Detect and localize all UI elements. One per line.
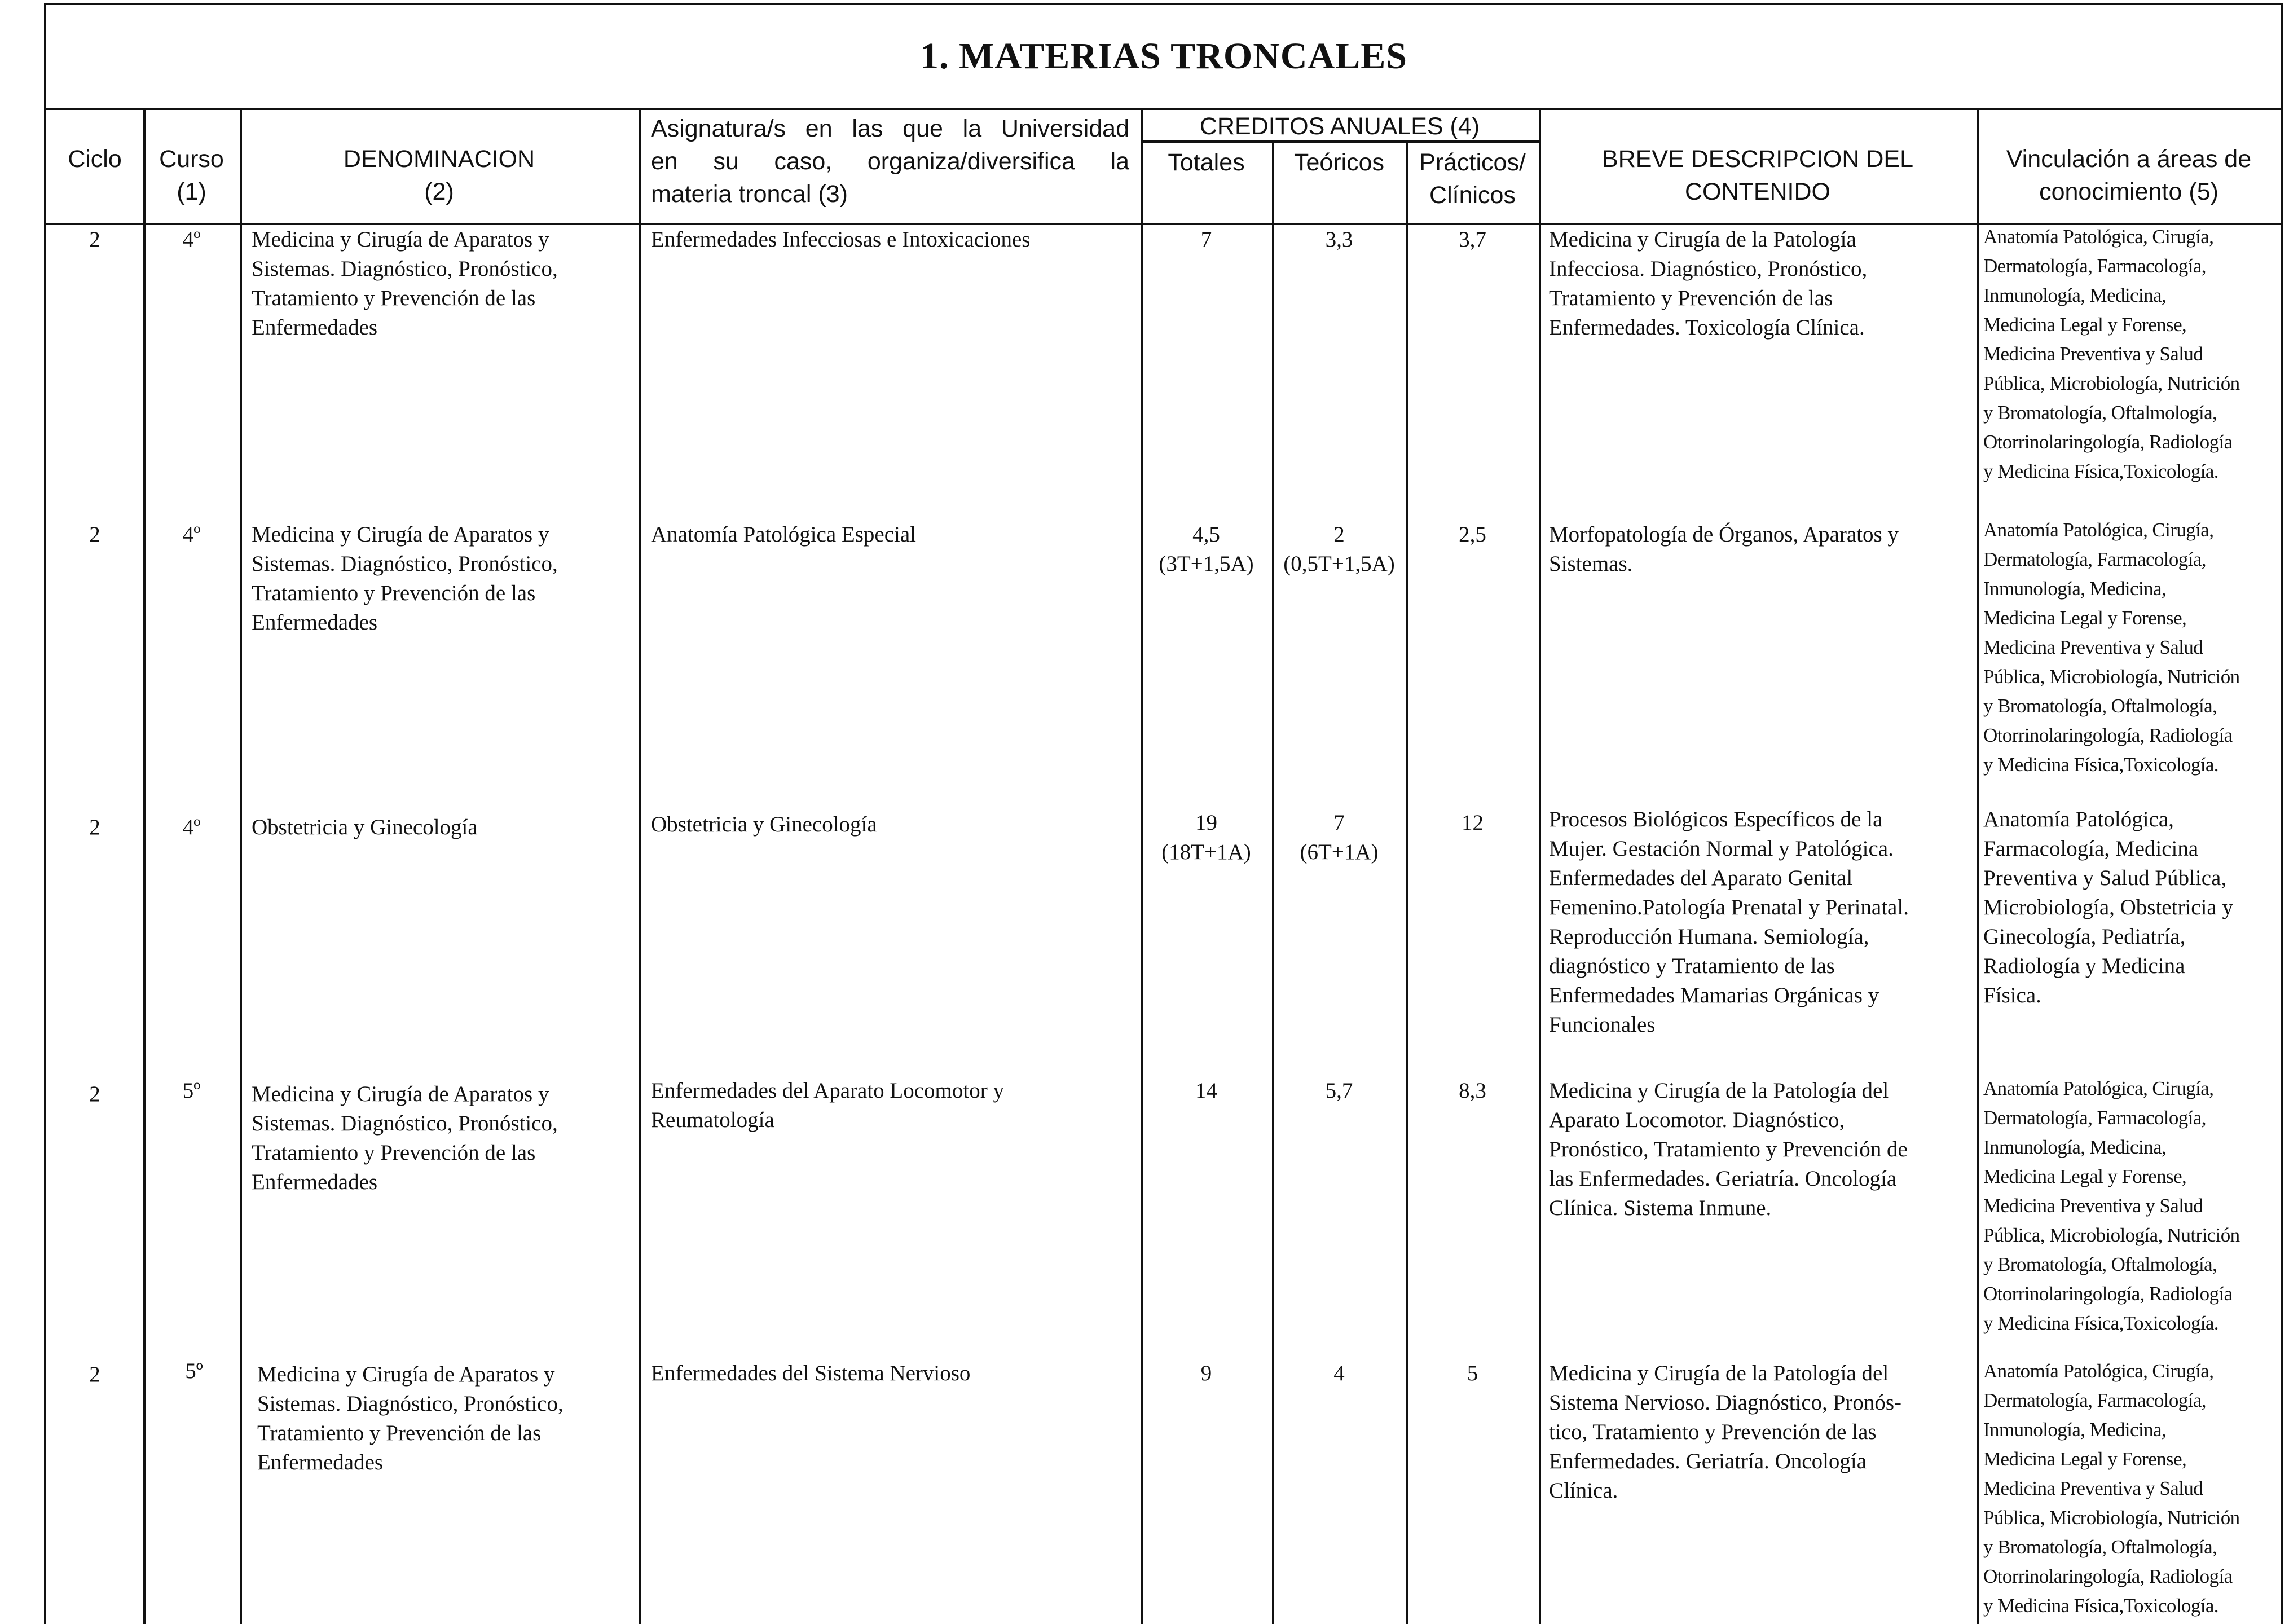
text-line: Infecciosa. Diagnóstico, Pronóstico, xyxy=(1549,257,1868,281)
row-curso: 5º xyxy=(182,1079,201,1103)
row-asignatura xyxy=(651,810,1136,839)
text-line: Ginecología, Pediatría, xyxy=(1983,925,2186,949)
divider xyxy=(1141,140,1539,143)
text-line: 9 xyxy=(1200,1361,1212,1385)
text-line: Sistema Nervioso. Diagnóstico, Pronós- xyxy=(1549,1390,1902,1415)
row-totales xyxy=(1141,225,1272,254)
text-line: y Bromatología, Oftalmología, xyxy=(1983,1253,2217,1275)
header-descripcion-line2: CONTENIDO xyxy=(1685,178,1830,205)
divider xyxy=(1406,140,1408,1624)
row-ciclo: 2 xyxy=(89,1082,100,1106)
text-line: Anatomía Patológica, Cirugía, xyxy=(1983,1360,2214,1382)
divider xyxy=(240,108,242,1624)
text-line: Otorrinolaringología, Radiología xyxy=(1983,431,2233,453)
text-line: Anatomía Patológica, xyxy=(1983,807,2174,831)
divider xyxy=(1539,108,1541,1624)
text-line: 12 xyxy=(1462,811,1484,835)
text-line: Dermatología, Farmacología, xyxy=(1983,255,2206,277)
header-vinculacion-line2: conocimiento (5) xyxy=(2039,178,2218,205)
row-teoricos xyxy=(1272,1359,1406,1388)
text-line: Obstetricia y Ginecología xyxy=(651,812,877,837)
text-line: tico, Tratamiento y Prevención de las xyxy=(1549,1420,1877,1444)
header-asignatura-line3: materia troncal (3) xyxy=(651,181,848,208)
text-line: Pública, Microbiología, Nutrición xyxy=(1983,372,2240,394)
text-line: Medicina y Cirugía de Aparatos y xyxy=(257,1362,555,1387)
text-line: 8,3 xyxy=(1459,1079,1486,1103)
row-asignatura xyxy=(651,225,1136,254)
text-line: y Medicina Física,Toxicología. xyxy=(1983,1312,2218,1334)
text-line: Enfermedades del Aparato Locomotor y xyxy=(651,1079,1004,1103)
text-line: Sistemas. Diagnóstico, Pronóstico, xyxy=(257,1392,564,1416)
text-line: Tratamiento y Prevención de las xyxy=(252,581,536,605)
text-line: Sistemas. Diagnóstico, Pronóstico, xyxy=(252,257,558,281)
row-curso: 4º xyxy=(182,815,201,839)
row-practicos xyxy=(1406,1359,1539,1388)
text-line: Reproducción Humana. Semiología, xyxy=(1549,925,1869,949)
text-line: Radiología y Medicina xyxy=(1983,954,2185,978)
text-line: Enfermedades. Geriatría. Oncología xyxy=(1549,1449,1867,1473)
row-teoricos xyxy=(1272,520,1406,579)
text-line: 3,7 xyxy=(1459,227,1486,252)
text-line: Inmunología, Medicina, xyxy=(1983,578,2167,600)
text-line: Medicina Preventiva y Salud xyxy=(1983,1477,2203,1499)
text-line: Funcionales xyxy=(1549,1013,1656,1037)
row-teoricos xyxy=(1272,808,1406,867)
text-line: Aparato Locomotor. Diagnóstico, xyxy=(1549,1108,1845,1132)
row-practicos xyxy=(1406,520,1539,549)
text-line: y Bromatología, Oftalmología, xyxy=(1983,1536,2217,1558)
text-line: las Enfermedades. Geriatría. Oncología xyxy=(1549,1167,1897,1191)
text-line: Medicina y Cirugía de Aparatos y xyxy=(252,227,549,252)
text-line: Reumatología xyxy=(651,1108,774,1132)
row-teoricos xyxy=(1272,225,1406,254)
row-totales xyxy=(1141,520,1272,579)
text-line: Otorrinolaringología, Radiología xyxy=(1983,1283,2233,1305)
text-line: Medicina Legal y Forense, xyxy=(1983,1165,2187,1187)
text-line: Medicina Preventiva y Salud xyxy=(1983,636,2203,658)
row-denominacion xyxy=(252,225,635,342)
text-line: Inmunología, Medicina, xyxy=(1983,1136,2167,1158)
text-line: y Medicina Física,Toxicología. xyxy=(1983,1595,2218,1617)
text-line: Medicina Legal y Forense, xyxy=(1983,1448,2187,1470)
row-ciclo: 2 xyxy=(89,1362,100,1387)
row-asignatura xyxy=(651,520,1136,549)
row-asignatura xyxy=(651,1076,1136,1135)
text-line: Anatomía Patológica, Cirugía, xyxy=(1983,1077,2214,1099)
text-line: y Bromatología, Oftalmología, xyxy=(1983,402,2217,424)
text-line: 14 xyxy=(1195,1079,1217,1103)
row-areas xyxy=(1983,1074,2281,1338)
divider xyxy=(1272,140,1274,1624)
text-line: y Medicina Física,Toxicología. xyxy=(1983,754,2218,776)
row-practicos xyxy=(1406,1076,1539,1106)
text-line: Dermatología, Farmacología, xyxy=(1983,1107,2206,1129)
text-line: Enfermedades xyxy=(252,315,378,340)
row-denominacion xyxy=(252,520,635,637)
header-asignatura xyxy=(651,112,1129,210)
text-line: Sistemas. Diagnóstico, Pronóstico, xyxy=(252,552,558,576)
text-line: Enfermedades xyxy=(252,610,378,635)
text-line: Anatomía Patológica, Cirugía, xyxy=(1983,226,2214,248)
text-line: Morfopatología de Órganos, Aparatos y xyxy=(1549,522,1899,547)
header-totales: Totales xyxy=(1168,149,1245,176)
text-line: Pública, Microbiología, Nutrición xyxy=(1983,1507,2240,1529)
text-line: Clínica. Sistema Inmune. xyxy=(1549,1196,1772,1220)
row-areas xyxy=(1983,222,2281,486)
row-denominacion xyxy=(257,1360,635,1477)
text-line: Pronóstico, Tratamiento y Prevención de xyxy=(1549,1137,1908,1161)
divider xyxy=(1977,108,1979,1624)
text-line: 3,3 xyxy=(1325,227,1353,252)
text-line: Medicina y Cirugía de Aparatos y xyxy=(252,522,549,547)
header-descripcion-line1: BREVE DESCRIPCION DEL xyxy=(1602,146,1913,173)
header-practicos xyxy=(1406,146,1539,212)
header-denominacion-label: DENOMINACION xyxy=(343,146,535,173)
text-line: Anatomía Patológica Especial xyxy=(651,522,917,547)
text-line: Dermatología, Farmacología, xyxy=(1983,1389,2206,1411)
row-curso: 4º xyxy=(182,522,201,547)
text-line: Pública, Microbiología, Nutrición xyxy=(1983,666,2240,688)
text-line: Inmunología, Medicina, xyxy=(1983,284,2167,306)
row-totales xyxy=(1141,808,1272,867)
text-line: Tratamiento y Prevención de las xyxy=(252,286,536,310)
row-areas xyxy=(1983,1357,2281,1621)
text-line: (6T+1A) xyxy=(1300,840,1379,864)
text-line: Anatomía Patológica, Cirugía, xyxy=(1983,519,2214,541)
text-line: 5,7 xyxy=(1325,1079,1353,1103)
text-line: Medicina y Cirugía de Aparatos y xyxy=(252,1082,549,1106)
troncales-table xyxy=(44,3,2283,1624)
text-line: Medicina Preventiva y Salud xyxy=(1983,343,2203,365)
text-line: Enfermedades del Sistema Nervioso xyxy=(651,1361,971,1385)
row-totales xyxy=(1141,1359,1272,1388)
divider xyxy=(143,108,146,1624)
row-areas xyxy=(1983,805,2281,1010)
text-line: Otorrinolaringología, Radiología xyxy=(1983,1565,2233,1587)
divider xyxy=(639,108,641,1624)
row-descripcion xyxy=(1549,520,1975,579)
text-line: Medicina y Cirugía de la Patología xyxy=(1549,227,1856,252)
text-line: Otorrinolaringología, Radiología xyxy=(1983,724,2233,746)
text-line: Farmacología, Medicina xyxy=(1983,837,2199,861)
text-line: 4 xyxy=(1333,1361,1345,1385)
row-areas xyxy=(1983,516,2281,780)
text-line: 2 xyxy=(1333,522,1345,547)
text-line: Clínica. xyxy=(1549,1478,1618,1503)
header-clinicos-label: Clínicos xyxy=(1429,182,1516,209)
row-ciclo: 2 xyxy=(89,522,100,547)
text-line: Inmunología, Medicina, xyxy=(1983,1419,2167,1441)
header-practicos-label: Prácticos/ xyxy=(1419,149,1526,176)
row-descripcion xyxy=(1549,1076,1975,1223)
text-line: Tratamiento y Prevención de las xyxy=(252,1141,536,1165)
row-curso: 4º xyxy=(182,227,201,252)
header-vinculacion xyxy=(1977,143,2281,208)
row-curso: 5º xyxy=(185,1359,203,1383)
row-asignatura xyxy=(651,1359,1136,1388)
text-line: Medicina Legal y Forense, xyxy=(1983,314,2187,336)
text-line: 4,5 xyxy=(1192,522,1220,547)
text-line: diagnóstico y Tratamiento de las xyxy=(1549,954,1835,978)
row-practicos xyxy=(1406,808,1539,838)
row-descripcion xyxy=(1549,805,1975,1040)
text-line: Enfermedades Mamarias Orgánicas y xyxy=(1549,983,1879,1007)
header-descripcion xyxy=(1539,143,1977,208)
text-line: Pública, Microbiología, Nutrición xyxy=(1983,1224,2240,1246)
text-line: Sistemas. Diagnóstico, Pronóstico, xyxy=(252,1111,558,1136)
text-line: 7 xyxy=(1200,227,1212,252)
text-line: Enfermedades del Aparato Genital xyxy=(1549,866,1853,890)
header-curso xyxy=(143,143,240,208)
page-title: 1. MATERIAS TRONCALES xyxy=(46,5,2281,110)
row-denominacion xyxy=(252,813,635,842)
header-denominacion-note: (2) xyxy=(424,178,454,205)
text-line: Medicina Preventiva y Salud xyxy=(1983,1195,2203,1217)
text-line: (3T+1,5A) xyxy=(1159,552,1254,576)
text-line: Enfermedades. Toxicología Clínica. xyxy=(1549,315,1865,340)
header-denominacion xyxy=(240,143,639,208)
text-line: Preventiva y Salud Pública, xyxy=(1983,866,2227,890)
text-line: Sistemas. xyxy=(1549,552,1633,576)
text-line: Enfermedades xyxy=(252,1170,378,1194)
row-denominacion xyxy=(252,1080,635,1197)
text-line: 2,5 xyxy=(1459,522,1486,547)
text-line: Femenino.Patología Prenatal y Perinatal. xyxy=(1549,895,1909,919)
text-line: Medicina Legal y Forense, xyxy=(1983,607,2187,629)
row-practicos xyxy=(1406,225,1539,254)
text-line: Enfermedades xyxy=(257,1450,384,1475)
row-ciclo: 2 xyxy=(89,815,100,839)
text-line: Medicina y Cirugía de la Patología del xyxy=(1549,1361,1889,1385)
text-line: Medicina y Cirugía de la Patología del xyxy=(1549,1079,1889,1103)
row-totales xyxy=(1141,1076,1272,1106)
text-line: 5 xyxy=(1467,1361,1478,1385)
row-teoricos xyxy=(1272,1076,1406,1106)
text-line: Mujer. Gestación Normal y Patológica. xyxy=(1549,837,1894,861)
text-line: Tratamiento y Prevención de las xyxy=(257,1421,542,1445)
header-curso-label: Curso xyxy=(159,146,224,173)
header-vinculacion-line1: Vinculación a áreas de xyxy=(2006,146,2252,173)
text-line: Dermatología, Farmacología, xyxy=(1983,548,2206,570)
text-line: (18T+1A) xyxy=(1161,840,1251,864)
header-curso-note: (1) xyxy=(177,178,206,205)
text-line: Procesos Biológicos Específicos de la xyxy=(1549,807,1883,831)
header-asignatura-line2: en su caso, organiza/diversifica la xyxy=(651,148,1129,175)
text-line: Física. xyxy=(1983,983,2041,1007)
text-line: Obstetricia y Ginecología xyxy=(252,815,478,839)
header-asignatura-line1: Asignatura/s en las que la Universidad xyxy=(651,115,1129,142)
text-line: 19 xyxy=(1195,811,1217,835)
text-line: y Bromatología, Oftalmología, xyxy=(1983,695,2217,717)
row-descripcion xyxy=(1549,1359,1975,1506)
row-ciclo: 2 xyxy=(89,227,100,252)
text-line: Enfermedades Infecciosas e Intoxicaciones xyxy=(651,227,1031,252)
header-creditos: CREDITOS ANUALES (4) xyxy=(1199,113,1480,140)
text-line: Microbiología, Obstetricia y xyxy=(1983,895,2233,919)
header-ciclo: Ciclo xyxy=(68,146,122,173)
text-line: (0,5T+1,5A) xyxy=(1283,552,1395,576)
header-teoricos: Teóricos xyxy=(1293,149,1385,176)
text-line: 7 xyxy=(1333,811,1345,835)
text-line: Tratamiento y Prevención de las xyxy=(1549,286,1833,310)
row-descripcion xyxy=(1549,225,1975,342)
text-line: y Medicina Física,Toxicología. xyxy=(1983,460,2218,482)
